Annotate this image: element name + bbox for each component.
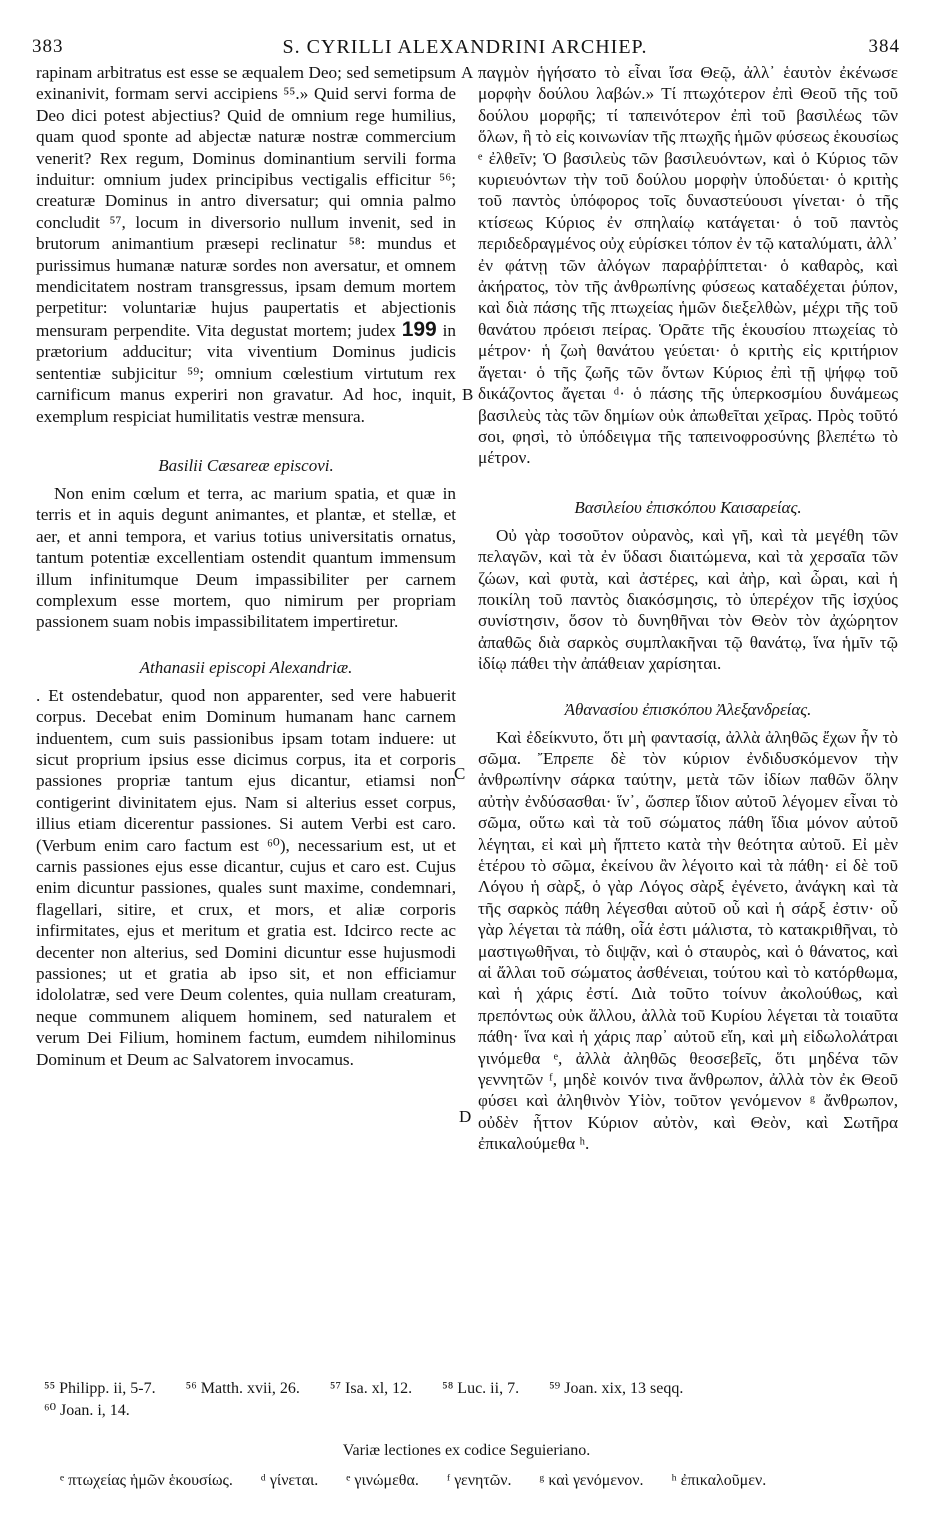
running-title: S. CYRILLI ALEXANDRINI ARCHIEP. xyxy=(282,36,648,58)
latin-paragraph-1 xyxy=(36,62,456,427)
latin-heading-basil: Basilii Cæsareæ episcovi. xyxy=(158,455,334,475)
greek-heading-basil: Βασιλείου ἐπισκόπου Καισαρείας. xyxy=(574,497,802,517)
variant-reading: ᵍ καὶ γενόμενον. xyxy=(539,1472,644,1489)
footnote: ⁵⁷ Isa. xl, 12. xyxy=(329,1380,413,1397)
greek-paragraph-2: Οὐ γὰρ τοσοῦτον οὐρανὸς, καὶ γῆ, καὶ τὰ μεγέθη τῶν πελαγῶν, καὶ τὰ ἐν ὕδασι διαιτώμενα, καὶ τὰ χερσαῖα τῶν ζώων, καὶ φυτὰ, καὶ ἀστέρες, καὶ ἀὴρ, καὶ ὧραι, καὶ ἡ ποικίλη τοῦ παντὸς διακόσμησις, τὸ ὑπερέχον τῆς ἰσχύος συνίστησιν, ὅσον τὸ δυνηθῆναι τὸν Θεὸν τὸν ἀχώρητον ἀπαθῶς διὰ σαρκὸς συμπλακῆναι τῷ θανάτῳ, ἵνα ἡμῖν τῷ ἰδίῳ πάθει τὴν ἀπάθειαν χαρίσηται. xyxy=(478,525,898,674)
latin-paragraph-2: Non enim cœlum et terra, ac marium spatia, et quæ in terris et in aquis degunt animantes, et plantæ, et stellæ, et aer, et anni tempora, et varius totius universitatis ornatus, tantum potentiæ excellentiam ostendit quantum immensum illum infinitumque Deum impassibiliter per carnem complexum esse mortem, quo nimirum per propriam passionem suam nobis impassibilitatem impertiretur. xyxy=(36,483,456,632)
margin-marker-d: D xyxy=(459,1107,472,1126)
variant-reading: ʰ ἐπικαλοῦμεν. xyxy=(671,1472,767,1489)
latin-paragraph-3: . Et ostendebatur, quod non apparenter, sed vere habuerit corpus. Decebat enim Dominum humanam hanc carnem induentem, cum suis passionibus ipsam totam induere: ut sicut proprium ipsius esse dicimus corpus, ita et corporis passiones propriæ tantum ejus dicantur, etiamsi non contigerint divinitatem ejus. Nam si alterius esset corpus, illius etiam dicerentur passiones. Si autem Verbi est caro. (Verbum enim caro factum est ⁶⁰), necessarium est, ut et carnis passiones ejus esse dicantur, cujus et caro est. Cujus enim dicuntur passiones, quales sunt maxime, condemnari, flagellari, sitire, et crux, et mors, et aliæ corporis infirmitates, ejus et meritum et gratia est. Idcirco recte ac decenter non alterius, sed Domini dicuntur esse hujusmodi passiones; ut et gratia ab ipso sit, et non efficiamur idololatræ, sed vere Deum colentes, quia nullam creaturam, neque communem aliquem hominem, sed naturalem et verum Dei Filium, hominem factum, eumdem nihilominus Dominum et Deum ac Salvatorem invocamus. xyxy=(36,685,456,1069)
greek-paragraph-3: Καὶ ἐδείκνυτο, ὅτι μὴ φαντασίᾳ, ἀλλὰ ἀληθῶς ἔχων ἦν τὸ σῶμα. Ἔπρεπε δὲ τὸν κύριον ἐνδιδυσκόμενον τὴν ἀνθρωπίνην σάρκα ταύτην, μετὰ τῶν ἰδίων παθῶν ὅλην αὐτὴν ἐνδύσασθαι· ἵν᾽, ὥσπερ ἴδιον αὐτοῦ λέγομεν εἶναι τὸ σῶμα, οὕτω καὶ τὰ τοῦ σώματος πάθη ἴδια μόνον αὐτοῦ λέγηται, εἰ καὶ μὴ ἥπτετο κατὰ τὴν θεότητα αὐτοῦ. Εἰ μὲν ἑτέρου τὸ σῶμα, ἐκείνου ἂν λέγοιτο καὶ τὰ πάθη· εἰ δὲ τοῦ Λόγου ἡ σὰρξ, ὁ γὰρ Λόγος σὰρξ ἐγένετο, ἀνάγκη καὶ τὰ τῆς σαρκὸς πάθη λέγεσθαι αὐτοῦ οὗ καὶ ἡ σάρξ ἐστιν· οὗ γὰρ λέγεται τὰ πάθη, οἷά ἐστι μάλιστα, τὸ κατακριθῆναι, τὸ μαστιγωθῆναι, τὸ διψᾷν, καὶ ὁ σταυρὸς, καὶ ὁ θάνατος, καὶ αἱ ἄλλαι τοῦ σώματος ἀσθένειαι, τούτου καὶ τὸ κατόρθωμα, καὶ ἡ χάρις ἐστί. Διὰ τοῦτο τοίνυν ἀκολούθως, καὶ πρεπόντως οὐκ ἄλλου, ἀλλὰ τοῦ Κυρίου λέγεται τὰ τοιαῦτα πάθη· ἵνα καὶ ἡ χάρις παρ᾽ αὐτοῦ εἴη, καὶ μὴ εἰδωλολάτραι γινόμεθα ᵉ, ἀλλὰ ἀληθῶς θεοσεβεῖς, ὅτι μηδένα τῶν γεννητῶν ᶠ, μηδὲ κοινόν τινα ἄνθρωπον, ἀλλὰ τὸν ἐκ Θεοῦ φύσει καὶ ἀληθινὸν Υἱὸν, τοῦτον γενόμενον ᵍ ἄνθρωπον, οὐδὲν ἧττον Κύριον αὐτὸν, καὶ Θεὸν, καὶ Σωτῆρα ἐπικαλούμεθα ʰ. xyxy=(478,727,898,1154)
footnote: ⁵⁸ Luc. ii, 7. xyxy=(442,1380,520,1397)
margin-marker-a: A xyxy=(461,63,474,82)
greek-column xyxy=(478,62,898,1155)
footnote: ⁶⁰ Joan. i, 14. xyxy=(44,1402,130,1419)
latin-paragraph-1-text-b: in prætorium adducitur; vita viventium Dominus judicis sententiæ subjicitur ⁵⁹; omnium cœlestium virtutum rex carnificum manus experiri non gravatur. Ad hoc, inquit, exemplum respiciat humilitatis vestræ mensura. xyxy=(36,320,457,426)
variant-reading: ᶠ γενητῶν. xyxy=(446,1472,512,1489)
margin-marker-b: B xyxy=(462,385,474,404)
footnote: ⁵⁶ Matth. xvii, 26. xyxy=(185,1380,300,1397)
latin-column xyxy=(36,62,456,1070)
page-number-left: 383 xyxy=(32,36,64,57)
column-number: 199 xyxy=(401,317,437,341)
footnotes xyxy=(44,1378,904,1422)
greek-heading-athanasius: Ἀθανασίου ἐπισκόπου Ἀλεξανδρείας. xyxy=(564,699,812,719)
margin-marker-c: C xyxy=(454,764,466,783)
latin-paragraph-1-text-a: rapinam arbitratus est esse se æqualem Deo; sed semetipsum exinanivit, formam servi accipiens ⁵⁵.» Quid servi forma de Deo dici potest abjectius? Quid de omnium rege humilius, quam quod sponte ad abjectæ naturæ nostræ commercium venerit? Rex regum, Dominus dominantium servili forma induitur: omnium judex principibus vectigalis efficitur ⁵⁶; creaturæ Dominus in antro diversatur; qui omnia palmo concludit ⁵⁷, locum in diversorio nullum invenit, sed in brutorum animantium præsepi reclinatur ⁵⁸: mundus et purissimus humanæ naturæ sordes non aversatur, et omnem mendicitatem nostram transgressus, ipsam demum mortem perpetitur: voluntariæ hujus paupertatis et abjectionis mensuram perpendite. Vita degustat mortem; judex xyxy=(36,63,456,340)
variant-reading: ᵈ γίνεται. xyxy=(260,1472,319,1489)
variant-reading: ᵉ πτωχείας ἡμῶν ἑκουσίως. xyxy=(60,1472,233,1489)
variant-readings xyxy=(60,1470,920,1492)
variant-reading: ᵉ γινώμεθα. xyxy=(346,1472,419,1489)
greek-paragraph-1: παγμὸν ἡγήσατο τὸ εἶναι ἴσα Θεῷ, ἀλλ᾽ ἑαυτὸν ἐκένωσε μορφὴν δούλου λαβών.» Τί πτωχότερον ἐπὶ Θεοῦ τῆς τοῦ δούλου μορφῆς; τί ταπεινότερον ἐπὶ τοῦ βασιλέως τῶν ὅλων, ἢ τὸ εἰς κοινωνίαν τῆς πτωχῆς ἡμῶν φύσεως ἑκουσίως ᵉ ἐλθεῖν; Ὁ βασιλεὺς τῶν βασιλευόντων, καὶ ὁ Κύριος τῶν κυριευόντων τὴν τοῦ δούλου μορφὴν ὑποδύεται· ὁ κριτὴς τοῦ παντὸς ὑπόφορος τοῖς δυναστεύουσι γίνεται· ὁ τῆς κτίσεως Κύριος ἐν σπηλαίῳ κατάγεται· ὁ τοῦ παντὸς περιδεδραγμένος οὐχ εὑρίσκει τόπον ἐν τῷ καταλύματι, ἀλλ᾽ ἐν φάτνῃ τῶν ἀλόγων παραῤῥίπτεται· ὁ καθαρὸς, καὶ ἀκήρατος, τὸν τῆς ἀνθρωπίνης φύσεως καταδέχεται ῥύπον, καὶ διὰ πάσης τῆς πτωχείας ἡμῶν διεξελθὼν, μέχρι τῆς τοῦ θανάτου πρόεισι πείρας. Ὁρᾶτε τῆς ἑκουσίου πτωχείας τὸ μέτρον· ἡ ζωὴ θανάτου γεύεται· ὁ κριτὴς εἰς κριτήριον ἄγεται· ὁ τῆς ζωῆς τῶν ὄντων Κύριος ἐπὶ τῇ ψήφῳ τοῦ δικάζοντος ἄγεται ᵈ· ὁ πάσης τῆς ὑπερκοσμίου δυνάμεως βασιλεὺς τὰς τῶν δημίων οὐκ ἀπωθεῖται χεῖρας. Πρὸς τοῦτό σοι, φησὶ, τὸ ὑπόδειγμα τῆς ταπεινοφροσύνης βλεπέτω τὸ μέτρον. xyxy=(478,63,898,468)
footnote: ⁵⁵ Philipp. ii, 5-7. xyxy=(44,1380,156,1397)
running-header xyxy=(30,36,900,60)
variant-readings-title: Variæ lectiones ex codice Seguieriano. xyxy=(342,1442,591,1459)
latin-heading-athanasius: Athanasii episcopi Alexandriæ. xyxy=(139,657,353,677)
page-number-right: 384 xyxy=(868,36,900,57)
footnote: ⁵⁹ Joan. xix, 13 seqq. xyxy=(549,1380,684,1397)
